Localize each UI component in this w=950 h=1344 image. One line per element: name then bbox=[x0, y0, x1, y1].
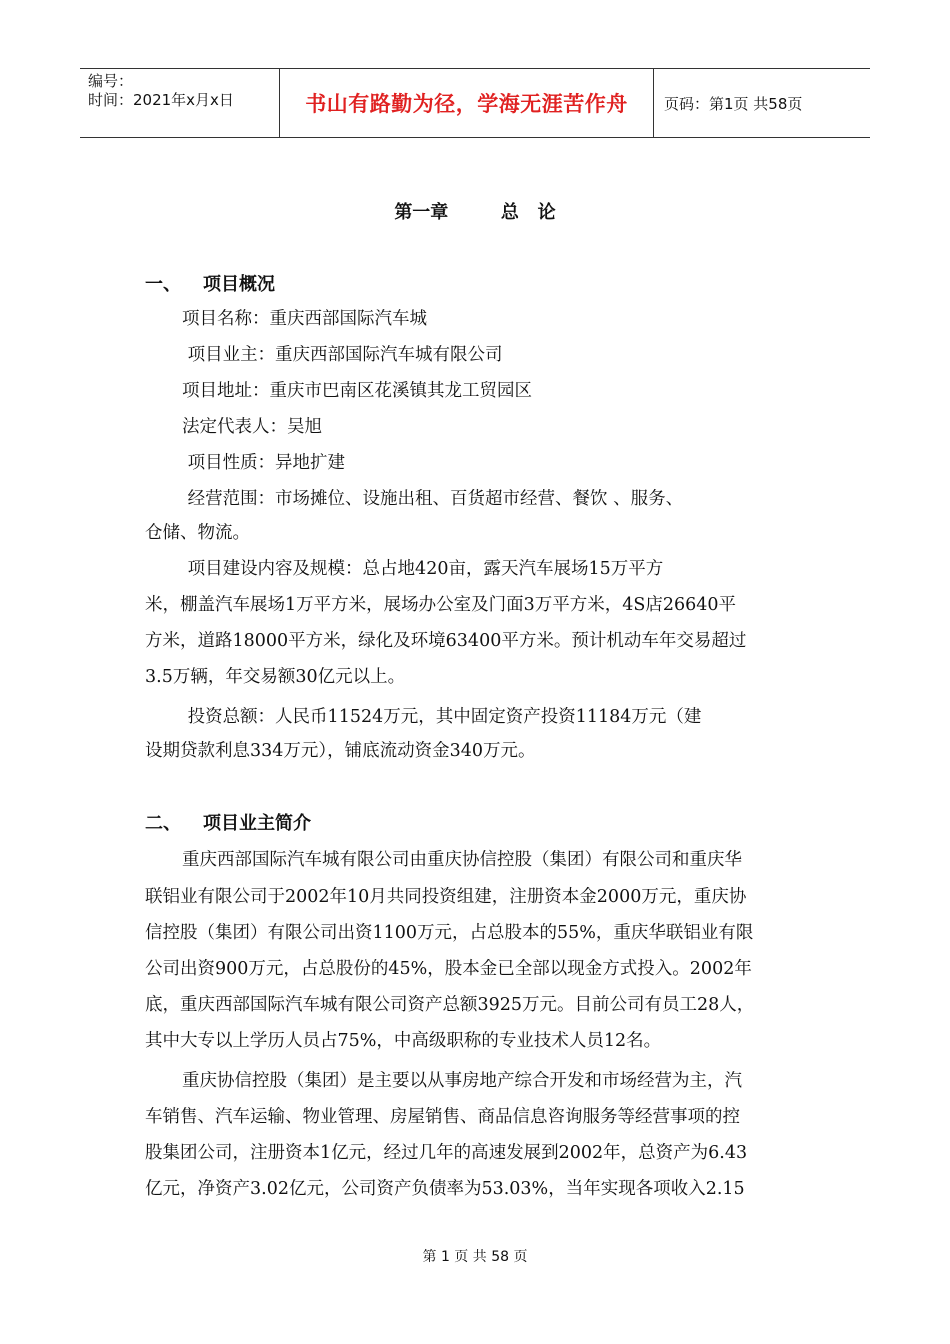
paragraph-line: 米，棚盖汽车展场1万平方米，展场办公室及门面3万平方米，4S店26640平 bbox=[145, 595, 737, 615]
section-heading-1 bbox=[145, 270, 275, 296]
chapter-title: 总 论 bbox=[500, 202, 556, 223]
section-number: 二、 bbox=[145, 813, 181, 834]
paragraph-line: 设期贷款利息334万元），铺底流动资金340万元。 bbox=[145, 741, 536, 761]
paragraph-line: 重庆西部国际汽车城有限公司由重庆协信控股（集团）有限公司和重庆华 bbox=[182, 850, 742, 870]
paragraph-line: 亿元，净资产3.02亿元，公司资产负债率为53.03%，当年实现各项收入2.15 bbox=[145, 1179, 745, 1199]
chapter-heading bbox=[0, 198, 950, 224]
paragraph-line: 3.5万辆，年交易额30亿元以上。 bbox=[145, 667, 406, 687]
paragraph-line: 项目业主：重庆西部国际汽车城有限公司 bbox=[182, 345, 503, 365]
header-motto-cell bbox=[280, 69, 654, 137]
paragraph-line: 其中大专以上学历人员占75%，中高级职称的专业技术人员12名。 bbox=[145, 1031, 662, 1051]
paragraph-line: 重庆协信控股（集团）是主要以从事房地产综合开发和市场经营为主，汽 bbox=[182, 1071, 742, 1091]
section-number: 一、 bbox=[145, 274, 181, 295]
document-number-label: 编号： bbox=[88, 72, 134, 90]
paragraph-line: 车销售、汽车运输、物业管理、房屋销售、商品信息咨询服务等经营事项的控 bbox=[145, 1107, 740, 1127]
paragraph-line: 法定代表人：吴旭 bbox=[182, 417, 322, 437]
section-heading-2 bbox=[145, 809, 311, 835]
chapter-number: 第一章 bbox=[394, 202, 449, 223]
paragraph-line: 股集团公司，注册资本1亿元，经过几年的高速发展到2002年，总资产为6.43 bbox=[145, 1143, 748, 1163]
paragraph-line: 投资总额：人民币11524万元，其中固定资产投资11184万元（建 bbox=[182, 707, 702, 727]
section-title: 项目业主简介 bbox=[203, 813, 311, 834]
paragraph-line: 底，重庆西部国际汽车城有限公司资产总额3925万元。目前公司有员工28人， bbox=[145, 995, 755, 1015]
paragraph-line: 项目建设内容及规模：总占地420亩，露天汽车展场15万平方 bbox=[182, 559, 664, 579]
paragraph-line: 联铝业有限公司于2002年10月共同投资组建，注册资本金2000万元，重庆协 bbox=[145, 887, 747, 907]
paragraph-line: 信控股（集团）有限公司出资1100万元，占总股本的55%，重庆华联铝业有限 bbox=[145, 923, 754, 943]
section-title: 项目概况 bbox=[203, 274, 275, 295]
document-time: 时间：2021年x月x日 bbox=[88, 91, 234, 109]
motto-text: 书山有路勤为径，学海无涯苦作舟 bbox=[305, 92, 628, 116]
paragraph-line: 项目地址：重庆市巴南区花溪镇其龙工贸园区 bbox=[182, 381, 532, 401]
paragraph-line: 公司出资900万元，占总股份的45%，股本金已全部以现金方式投入。2002年 bbox=[145, 959, 752, 979]
header-meta bbox=[80, 69, 280, 137]
paragraph-line: 项目性质：异地扩建 bbox=[182, 453, 346, 473]
paragraph-line: 经营范围：市场摊位、设施出租、百货超市经营、餐饮 、服务、 bbox=[182, 489, 684, 509]
paragraph-line: 方米，道路18000平方米，绿化及环境63400平方米。预计机动车年交易超过 bbox=[145, 631, 747, 651]
header-page-info: 页码：第1页 共58页 bbox=[664, 94, 803, 113]
paragraph-line: 项目名称：重庆西部国际汽车城 bbox=[182, 309, 427, 329]
page-footer: 第 1 页 共 58 页 bbox=[422, 1249, 528, 1265]
paragraph-line: 仓储、物流。 bbox=[145, 523, 250, 543]
document-header bbox=[80, 68, 870, 138]
